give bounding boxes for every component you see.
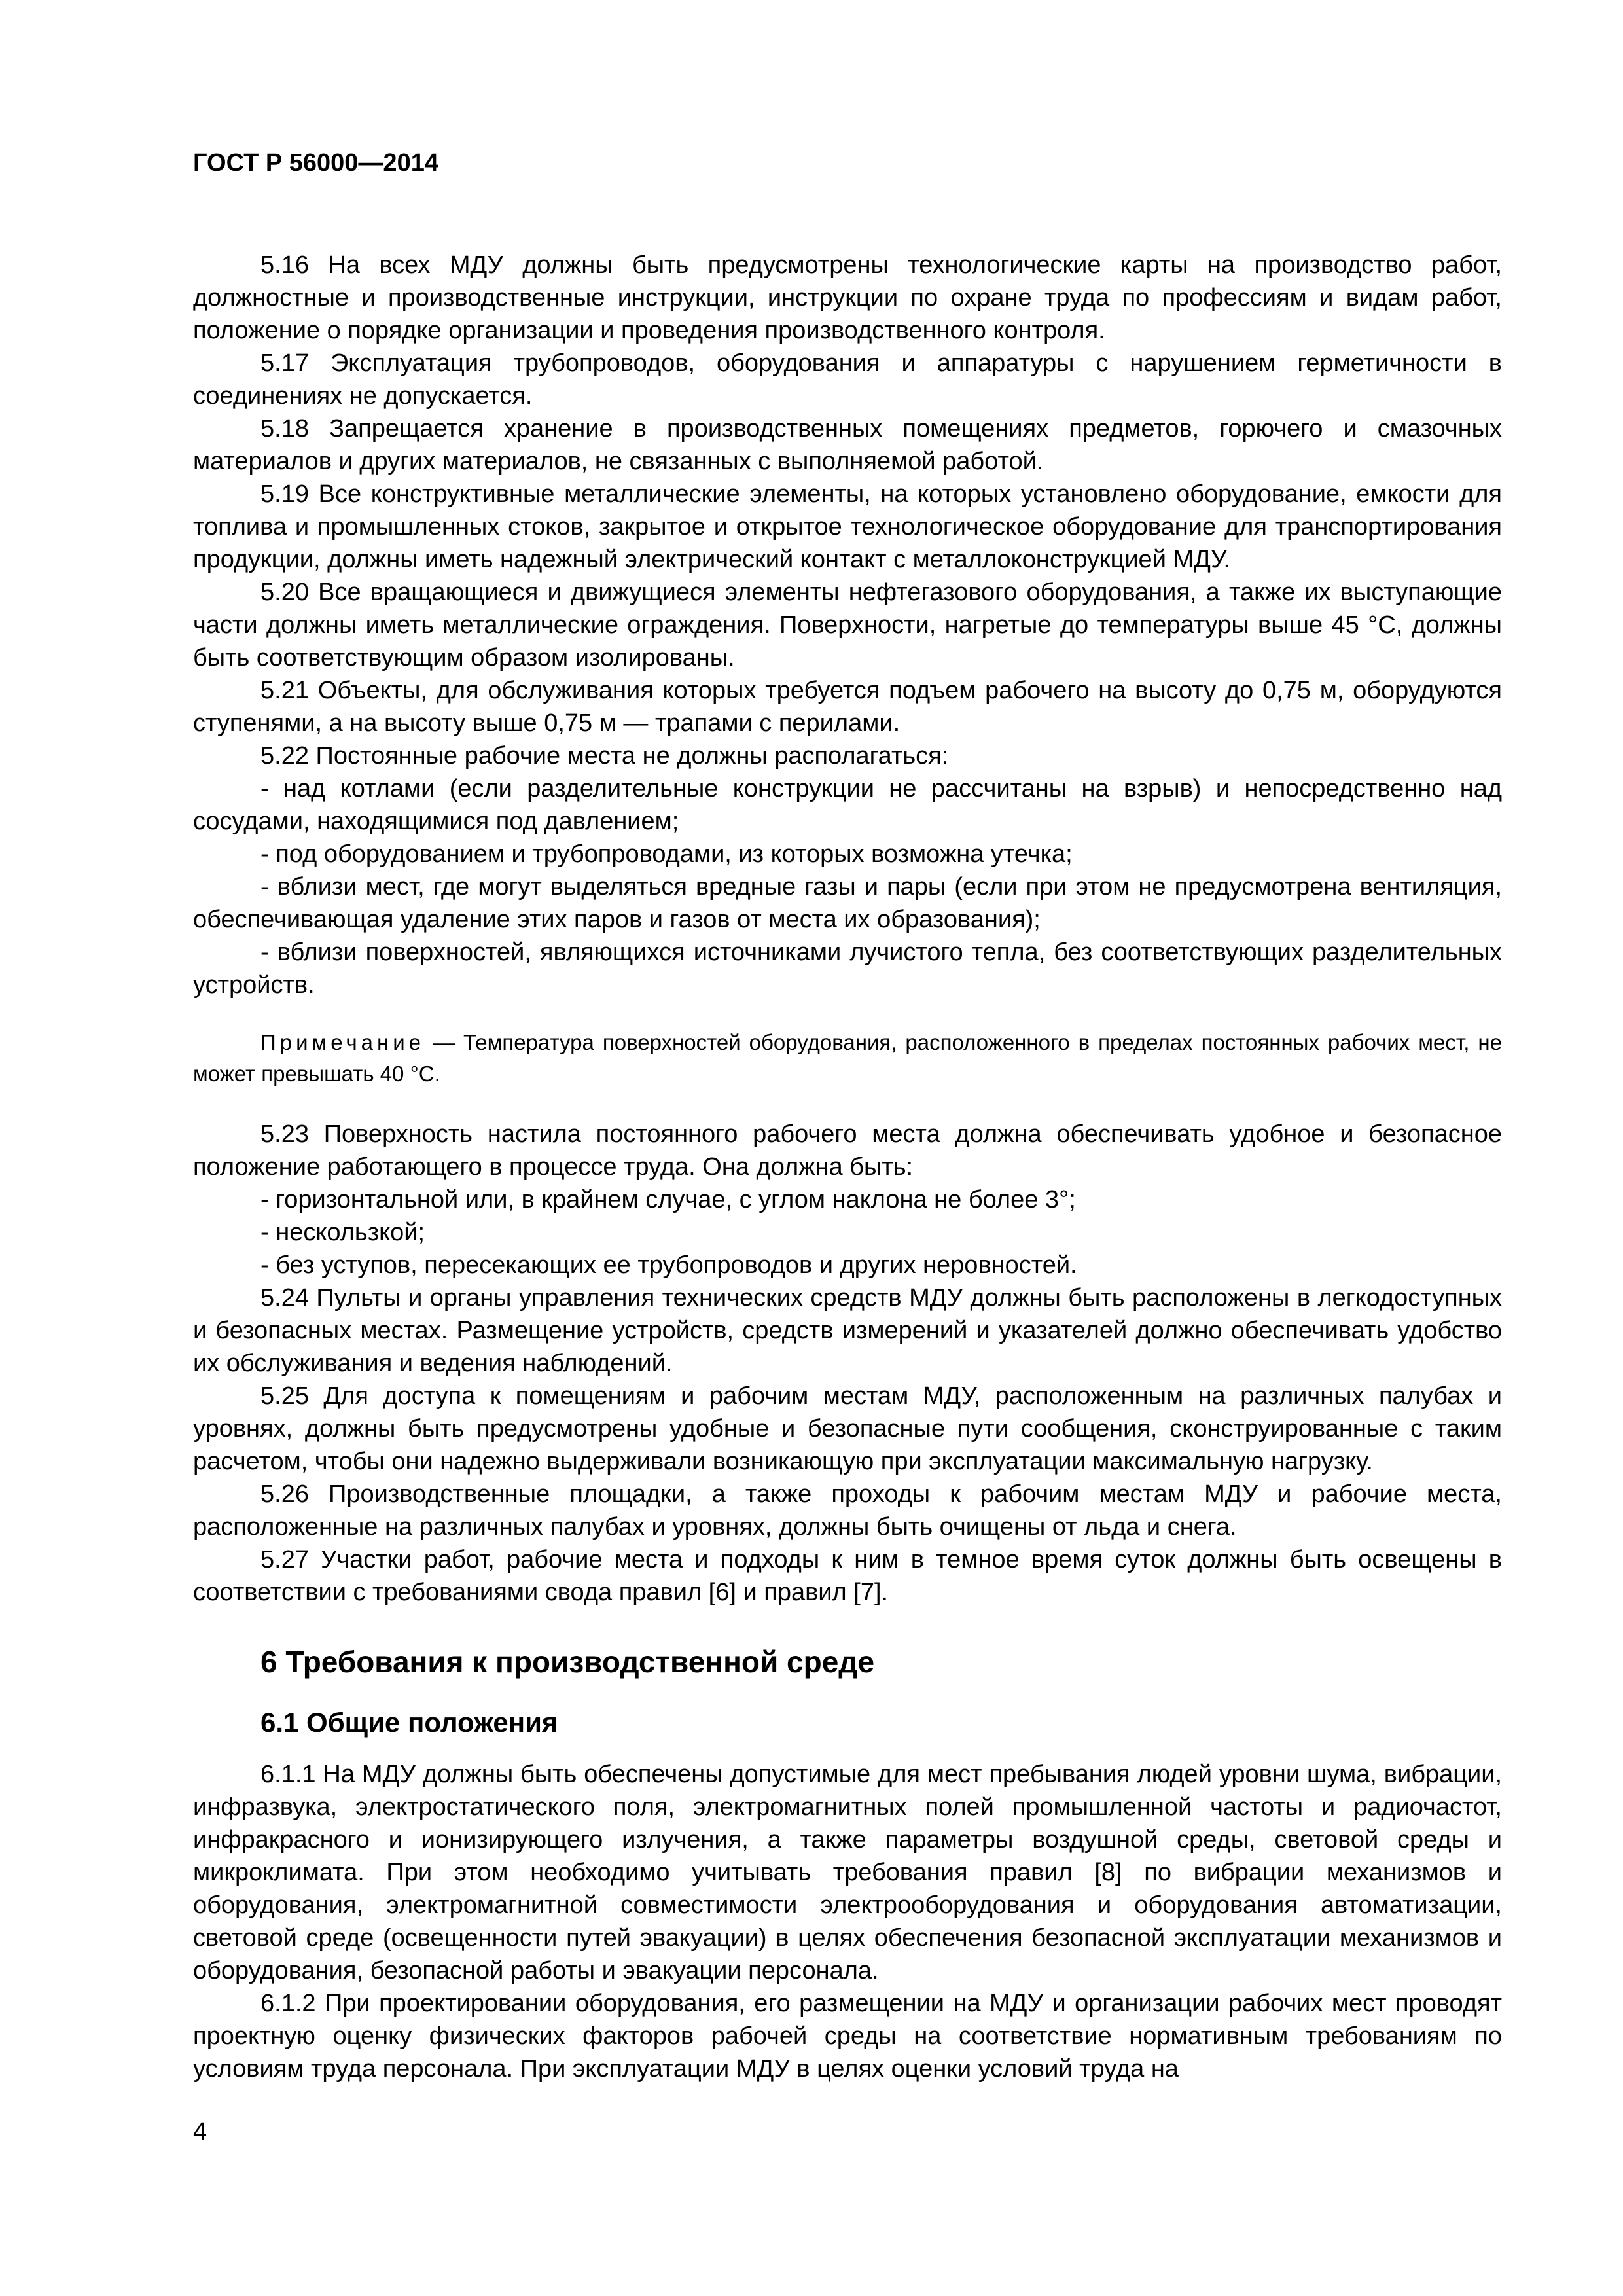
paragraph-5-24: 5.24 Пульты и органы управления технических средств МДУ должны быть расположены в легкодоступных и безопасных местах. Размещение устройств, средств измерений и указателей должно обеспечивать удобство их обслуживания и ведения наблюдений. [193, 1284, 1502, 1377]
paragraph-5-22: 5.22 Постоянные рабочие места не должны располагаться: [260, 742, 949, 770]
paragraph-5-21: 5.21 Объекты, для обслуживания которых требуется подъем рабочего на высоту до 0,75 м, оборудуются ступенями, а на высоту выше 0,75 м — трапами с перилами. [193, 677, 1502, 737]
document-header: ГОСТ Р 56000—2014 [193, 149, 438, 177]
paragraph-6-1-2: 6.1.2 При проектировании оборудования, его размещении на МДУ и организации рабочих мест проводят проектную оценку физических факторов рабочей среды на соответствие нормативным требованиям по условиям труда персонала. При эксплуатации МДУ в целях оценки условий труда на [193, 1990, 1502, 2083]
page-number: 4 [193, 2118, 207, 2145]
paragraph-6-1-1: 6.1.1 На МДУ должны быть обеспечены допустимые для мест пребывания людей уровни шума, вибрации, инфразвука, электростатического поля, электромагнитных полей промышленной частоты и радиочастот, инфракрасного и ионизирующего излучения, а также параметры воздушной среды, световой среды и микроклимата. При этом необходимо учитывать требования правил [8] по вибрации механизмов и оборудования, электромагнитной совместимости электрооборудования и оборудования автоматизации, световой среде (освещенности путей эвакуации) в целях обеспечения безопасной эксплуатации механизмов и оборудования, безопасной работы и эвакуации персонала. [193, 1761, 1502, 1984]
list-item-non-slip: - нескользкой; [260, 1219, 425, 1246]
note-label: Примечание [260, 1030, 425, 1054]
list-item-under-equipment: - под оборудованием и трубопроводами, из которых возможна утечка; [260, 840, 1073, 868]
paragraph-5-18: 5.18 Запрещается хранение в производственных помещениях предметов, горючего и смазочных материалов и других материалов, не связанных с выполняемой работой. [193, 415, 1502, 475]
note-text: — Температура поверхностей оборудования, расположенного в пределах постоянных рабочих мест, не может превышать 40 °С. [193, 1030, 1502, 1086]
list-item-near-harmful-gases: - вблизи мест, где могут выделяться вредные газы и пары (если при этом не предусмотрена вентиляция, обеспечивающая удаление этих паров и газов от места их образования); [193, 873, 1502, 933]
paragraph-5-16: 5.16 На всех МДУ должны быть предусмотрены технологические карты на производство работ, должностные и производственные инструкции, инструкции по охране труда по профессиям и видам работ, положение о порядке организации и проведения производственного контроля. [193, 251, 1502, 344]
paragraph-5-26: 5.26 Производственные площадки, а также проходы к рабочим местам МДУ и рабочие места, расположенные на различных палубах и уровнях, должны быть очищены от льда и снега. [193, 1480, 1502, 1541]
list-item-horizontal: - горизонтальной или, в крайнем случае, с углом наклона не более 3°; [260, 1186, 1076, 1213]
paragraph-5-27: 5.27 Участки работ, рабочие места и подходы к ним в темное время суток должны быть освещены в соответствии с требованиями свода правил [6] и правил [7]. [193, 1546, 1502, 1606]
paragraph-5-17: 5.17 Эксплуатация трубопроводов, оборудования и аппаратуры с нарушением герметичности в соединениях не допускается. [193, 350, 1502, 410]
list-item-above-boilers: - над котлами (если разделительные конструкции не рассчитаны на взрыв) и непосредственно над сосудами, находящимися под давлением; [193, 775, 1502, 835]
paragraph-5-25: 5.25 Для доступа к помещениям и рабочим местам МДУ, расположенным на различных палубах и уровнях, должны быть предусмотрены удобные и безопасные пути сообщения, сконструированные с таким расчетом, чтобы они надежно выдерживали возникающую при эксплуатации максимальную нагрузку. [193, 1382, 1502, 1475]
paragraph-5-20: 5.20 Все вращающиеся и движущиеся элементы нефтегазового оборудования, а также их выступающие части должны иметь металлические ограждения. Поверхности, нагретые до температуры выше 45 °С, должны быть соответствующим образом изолированы. [193, 579, 1502, 672]
section-6-1-heading: 6.1 Общие положения [260, 1707, 558, 1738]
paragraph-5-23: 5.23 Поверхность настила постоянного рабочего места должна обеспечивать удобное и безопасное положение работающего в процессе труда. Она должна быть: [193, 1121, 1502, 1181]
note-block [193, 1027, 1502, 1090]
list-item-near-radiant-heat: - вблизи поверхностей, являющихся источниками лучистого тепла, без соответствующих разделительных устройств. [193, 939, 1502, 999]
paragraph-5-19: 5.19 Все конструктивные металлические элементы, на которых установлено оборудование, емкости для топлива и промышленных стоков, закрытое и открытое технологическое оборудование для транспортирования продукции, должны иметь надежный электрический контакт с металлоконструкцией МДУ. [193, 480, 1502, 573]
page-content [193, 249, 1502, 2085]
list-item-no-ledges: - без уступов, пересекающих ее трубопроводов и других неровностей. [260, 1251, 1077, 1279]
section-6-heading: 6 Требования к производственной среде [260, 1645, 875, 1679]
